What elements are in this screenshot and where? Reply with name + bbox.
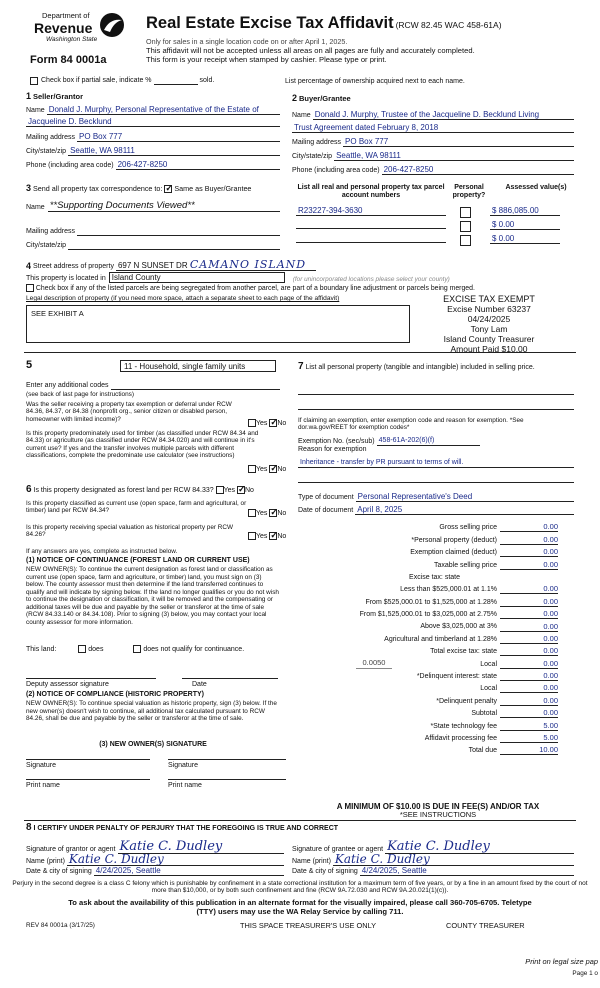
doc-type-label: Type of document <box>298 493 354 501</box>
total-label: *Personal property (deduct) <box>411 536 497 544</box>
legal-description-box[interactable] <box>26 305 410 343</box>
parcels-header-personal: Personal property? <box>452 184 486 200</box>
notice2-title: (2) NOTICE OF COMPLIANCE (HISTORIC PROPERTY) <box>26 691 204 698</box>
buyer-phone-field[interactable]: 206-427-8250 <box>382 165 574 175</box>
land-does-label: does <box>88 645 104 653</box>
seller-city-label: City/state/zip <box>26 147 67 155</box>
logo-mark-icon <box>98 10 126 40</box>
logo-revenue: Revenue <box>34 20 93 36</box>
current-use-yes-checkbox[interactable] <box>248 509 256 517</box>
grantor-date-field[interactable]: 4/24/2025, Seattle <box>94 866 284 876</box>
complete-note: If any answers are yes, complete as instructed below. <box>26 548 178 555</box>
exempt-text: If claiming an exemption, enter exemption code and reason for exemption. *See dor.wa.gov/REET for exemption codes* <box>298 417 524 432</box>
total-label: Exemption claimed (deduct) <box>410 549 497 557</box>
no-label: No <box>277 532 287 540</box>
total-label: Excise tax: state <box>409 573 460 581</box>
street-row <box>26 260 316 271</box>
additional-codes-row <box>26 381 280 390</box>
total-value[interactable]: 0.00 <box>500 634 558 644</box>
total-row <box>300 718 558 730</box>
signature-label: Signature <box>26 762 56 769</box>
total-value[interactable]: 10.00 <box>500 745 558 755</box>
notice1-text: NEW OWNER(S): To continue the current designation as forest land or classification as current use (open space, farm and agriculture, or timber) land, you must sign on (3) below. The county assessor must then determine if the land transferred continues to qualify and will indicate by signing below. If the land no longer qualifies or you do not wish to continue the designation or classification, it will be removed and the compensating or additional taxes will be due and payable by the seller or transferor at the time of sale (RCW 84.33.140 or 84.34.108). Prior to signing (3) below, you may contact your local county assessor for more information. <box>26 566 279 626</box>
header-line-3: This form is your receipt when stamped by cashier. Please type or print. <box>146 55 387 64</box>
reason-label: Reason for exemption <box>298 446 367 453</box>
partial-sale-prefix: Check box if partial sale, indicate % <box>41 76 152 84</box>
yes-label: Yes <box>256 509 268 517</box>
legal-description-value: SEE EXHIBIT A <box>31 309 84 318</box>
stamp-line-5: Island County Treasurer <box>443 334 535 344</box>
partial-sale-row <box>30 76 278 85</box>
sec8-num: 8 <box>26 822 32 833</box>
deputy-date-line[interactable] <box>182 671 278 679</box>
tax-computation <box>300 520 558 755</box>
land-does-not-checkbox[interactable] <box>133 645 141 653</box>
total-row <box>300 545 558 557</box>
minimum-due: A MINIMUM OF $10.00 IS DUE IN FEE(S) AND/OR TAX <box>336 802 540 811</box>
exemption-yes-no <box>248 419 286 428</box>
no-label: No <box>277 419 287 427</box>
seller-name-line1[interactable]: Donald J. Murphy, Personal Representative of the Estate of <box>47 105 280 115</box>
total-row <box>300 557 558 569</box>
boundary-checkbox[interactable] <box>26 284 34 292</box>
forest-yes-checkbox[interactable] <box>216 486 224 494</box>
total-label: From $1,525,000.01 to $3,025,000 at 2.75% <box>359 611 497 619</box>
total-row <box>300 644 558 656</box>
this-land-label: This land: <box>26 645 57 653</box>
grantor-date-row <box>26 866 284 876</box>
total-value[interactable]: 5.00 <box>500 721 558 731</box>
parcel-value[interactable]: $ 0.00 <box>490 220 560 230</box>
sec5-num: 5 <box>26 359 33 371</box>
header-line-2: This affidavit will not be accepted unless all areas on all pages are fully and accurately completed. <box>146 46 475 55</box>
seller-name-label: Name <box>26 106 45 114</box>
buyer-name-row <box>292 110 574 120</box>
correspondence-num: 3 <box>26 183 32 193</box>
logo-dept-line: Department of <box>42 11 90 20</box>
stamp-line-3: 04/24/2025 <box>467 314 511 324</box>
additional-codes-label: Enter any additional codes <box>26 381 109 389</box>
total-label: Less than $525,000.01 at 1.1% <box>400 586 497 594</box>
total-row <box>300 656 558 668</box>
total-row <box>300 520 558 532</box>
correspondence-city-row <box>26 241 280 250</box>
personal-property-line-1[interactable] <box>298 387 574 395</box>
seller-mail-row <box>26 132 280 142</box>
parcels-header-accounts: List all real and personal property tax parcel account numbers <box>297 184 445 200</box>
sec7-num: 7 <box>298 361 304 372</box>
section-divider <box>24 820 576 821</box>
total-label: Affidavit processing fee <box>424 734 497 742</box>
total-value[interactable]: 5.00 <box>500 733 558 743</box>
partial-sale-checkbox[interactable] <box>30 77 38 85</box>
grantor-name-field[interactable]: Katie C. Dudley <box>67 853 284 866</box>
grantor-sig-label: Signature of grantor or agent <box>26 845 116 853</box>
land-use-select[interactable]: 11 - Household, single family units <box>120 360 276 372</box>
reason-line-2[interactable] <box>298 475 574 483</box>
notice2-text: NEW OWNER(S): To continue special valuation as historic property, sign (3) below. If the new owner(s) doesn't wish to continue, all additional tax calculated pursuant to RCW 84.26, shall be due and payable by the seller or transferor at the time of sale. <box>26 700 277 723</box>
total-row <box>300 619 558 631</box>
buyer-mail-row <box>292 137 574 147</box>
grantor-date-label: Date & city of signing <box>26 867 92 875</box>
land-does-not-label: does not qualify for continuance. <box>143 645 245 653</box>
buyer-num: 2 <box>292 93 298 103</box>
buyer-name-row2 <box>292 123 574 133</box>
print-name-line[interactable] <box>26 772 150 780</box>
total-value[interactable]: 0.00 <box>500 547 558 557</box>
total-value[interactable]: 0.00 <box>500 622 558 632</box>
county-select[interactable]: Island County <box>109 272 285 283</box>
see-instructions: *SEE INSTRUCTIONS <box>399 810 477 819</box>
seller-mail-label: Mailing address <box>26 133 76 141</box>
deputy-sig-line[interactable] <box>26 671 156 679</box>
grantee-sig-label: Signature of grantee or agent <box>292 845 384 853</box>
grantee-date-field[interactable]: 4/24/2025, Seattle <box>360 866 574 876</box>
total-label: Total due <box>468 747 497 755</box>
partial-sale-suffix: sold. <box>199 76 215 84</box>
perjury-note: Perjury in the second degree is a class C felony which is punishable by confinement in a state correctional institution for a maximum term of five years, or by a fine in an amount fixed by the court of not more than $10,000, or by both such confinement and fine (RCW 9A.72.030 and RCW 9A.20.021(1)(c)). <box>12 880 588 895</box>
seller-heading <box>26 91 83 102</box>
buyer-city-field[interactable]: Seattle, WA 98111 <box>334 151 574 161</box>
total-value[interactable]: 0.00 <box>500 683 558 693</box>
stamp-line-2: Excise Number 63237 <box>447 304 531 314</box>
print-name-line-2[interactable] <box>168 772 286 780</box>
total-row <box>300 693 558 705</box>
print-name-label: Print name <box>26 782 60 789</box>
total-row <box>300 582 558 594</box>
stamp-line-6: Amount Paid $10.00 <box>450 344 528 354</box>
tax-exempt-stamp <box>412 294 566 354</box>
historic-yes-checkbox[interactable] <box>248 532 256 540</box>
buyer-mail-label: Mailing address <box>292 138 342 146</box>
yes-label: Yes <box>256 419 268 427</box>
grantee-date-row <box>292 866 574 876</box>
no-label: No <box>277 509 287 517</box>
grantor-name-label: Name (print) <box>26 857 65 865</box>
additional-codes-field[interactable] <box>111 381 281 390</box>
county-treasurer: COUNTY TREASURER <box>446 921 525 930</box>
reason-field[interactable]: Inheritance - transfer by PR pursuant to terms of will. <box>298 458 574 468</box>
historic-yes-no <box>248 532 286 541</box>
doc-date-label: Date of document <box>298 506 354 514</box>
seller-name-line2[interactable]: Jacqueline D. Becklund <box>26 117 280 127</box>
street-field[interactable] <box>116 260 316 271</box>
rev-number: REV 84 0001a (3/17/25) <box>26 922 95 929</box>
total-row <box>300 532 558 544</box>
correspondence-heading <box>26 183 251 194</box>
land-does-checkbox[interactable] <box>78 645 86 653</box>
buyer-phone-label: Phone (including area code) <box>292 166 380 174</box>
sec6-num: 6 <box>26 484 32 495</box>
section-divider <box>24 352 576 353</box>
total-value[interactable]: 0.00 <box>500 597 558 607</box>
total-row <box>300 731 558 743</box>
timber-no-checkbox[interactable] <box>269 465 277 473</box>
parcel-row <box>296 206 572 218</box>
total-label: Above $3,025,000 at 3% <box>420 623 497 631</box>
alternate-format-2: (TTY) users may use the WA Relay Service by calling 711. <box>196 907 404 916</box>
county-note: (for unincorporated locations please select your county) <box>292 275 450 283</box>
correspondence-mail-label: Mailing address <box>26 227 76 235</box>
reason-row <box>298 458 574 468</box>
treasurer-use: THIS SPACE TREASURER'S USE ONLY <box>240 921 377 930</box>
current-use-question: Is this property classified as current use (open space, farm and agricultural, or timber) land per RCW 84.34? <box>26 500 247 515</box>
grantee-name-field[interactable]: Katie C. Dudley <box>333 853 574 866</box>
grantor-sig-field[interactable]: Katie C. Dudley <box>118 840 284 854</box>
seller-mail-field[interactable]: PO Box 777 <box>77 132 280 142</box>
correspondence-mail-field[interactable] <box>77 227 280 236</box>
seller-phone-field[interactable]: 206-427-8250 <box>116 160 280 170</box>
notice1-title: (1) NOTICE OF CONTINUANCE (FOREST LAND OR CURRENT USE) <box>26 557 250 564</box>
personal-property-line-2[interactable] <box>298 402 574 410</box>
total-value[interactable]: 0.00 <box>500 646 558 656</box>
doc-date-field[interactable]: April 8, 2025 <box>355 505 574 515</box>
parcel-personal-checkbox[interactable] <box>460 207 471 218</box>
total-value[interactable]: 0.00 <box>500 659 558 669</box>
total-value[interactable]: 0.00 <box>500 560 558 570</box>
timber-question: Is this property predominately used for timber (as classified under RCW 84.34 and 84.33) or agriculture (as classified under RCW 84.34.020) and will continue in it's current use? If yes and the transfer involves multiple parcels with different classifications, complete the predominate use calculator (see instructions) <box>26 430 259 460</box>
parcel-account[interactable] <box>296 234 446 243</box>
total-value[interactable]: 0.00 <box>500 696 558 706</box>
doc-type-field[interactable]: Personal Representative's Deed <box>356 492 574 502</box>
buyer-mail-field[interactable]: PO Box 777 <box>343 137 574 147</box>
street-typed: 697 N SUNSET DR <box>117 261 188 270</box>
exemption-question: Was the seller receiving a property tax exemption or deferral under RCW 84.36, 84.37, or 84.38 (nonprofit org., senior citizen or disabled person, homeowner with limited income)? <box>26 401 232 423</box>
sec7-text-row <box>298 361 574 373</box>
total-value[interactable]: 0.00 <box>500 522 558 532</box>
historic-no-checkbox[interactable] <box>269 532 277 540</box>
total-label: Subtotal <box>471 710 497 718</box>
new-owner-sig-line[interactable] <box>26 752 150 760</box>
grantee-date-label: Date & city of signing <box>292 867 358 875</box>
buyer-name-label: Name <box>292 111 311 119</box>
notice3-title: (3) NEW OWNER(S) SIGNATURE <box>99 741 207 748</box>
total-label: Taxable selling price <box>433 561 497 569</box>
total-row <box>300 570 558 582</box>
parcel-account[interactable]: R23227-394-3630 <box>296 206 446 216</box>
page-title <box>146 14 502 33</box>
doc-date-row <box>298 505 574 515</box>
total-label: *Delinquent penalty <box>436 697 497 705</box>
correspondence-mail-row <box>26 227 280 236</box>
yes-label: Yes <box>256 465 268 473</box>
deputy-date-label: Date <box>192 681 207 688</box>
buyer-city-label: City/state/zip <box>292 152 333 160</box>
yes-label: Yes <box>256 532 268 540</box>
forest-no-checkbox[interactable] <box>237 486 245 494</box>
total-label: From $525,000.01 to $1,525,000 at 1.28% <box>365 598 497 606</box>
total-row <box>300 632 558 644</box>
no-label: No <box>245 487 254 494</box>
grantee-name-row <box>292 853 574 866</box>
total-label: Gross selling price <box>439 524 497 532</box>
county-label: This property is located in <box>26 274 106 282</box>
dor-logo <box>26 8 132 52</box>
no-label: No <box>277 465 287 473</box>
seller-title: Seller/Grantor <box>32 92 83 101</box>
correspondence-city-field[interactable] <box>68 241 280 250</box>
parcel-personal-checkbox[interactable] <box>460 221 471 232</box>
street-label: Street address of property <box>33 262 114 270</box>
exemption-no-row <box>298 436 480 446</box>
same-as-buyer-label: Same as Buyer/Grantee <box>174 184 252 193</box>
buyer-heading <box>292 93 351 104</box>
boundary-text: Check box if any of the listed parcels are being segregated from another parcel, are part of a boundary line adjustment or parcels being merged. <box>35 284 475 292</box>
grantee-sig-row <box>292 840 574 854</box>
certify-row <box>26 822 338 834</box>
total-row <box>300 681 558 693</box>
historic-question: Is this property receiving special valuation as historical property per RCW 84.26? <box>26 524 234 539</box>
buyer-city-row <box>292 151 574 161</box>
seller-phone-label: Phone (including area code) <box>26 161 114 169</box>
correspondence-name-label: Name <box>26 203 45 211</box>
form-number: Form 84 0001a <box>30 54 107 66</box>
same-as-buyer-checkbox[interactable] <box>164 185 172 193</box>
total-label: *Delinquent interest: state <box>416 673 497 681</box>
total-value[interactable]: 0.00 <box>500 535 558 545</box>
correspondence-city-label: City/state/zip <box>26 241 67 249</box>
buyer-phone-row <box>292 165 574 175</box>
total-row <box>300 607 558 619</box>
seller-num: 1 <box>26 91 32 101</box>
forest-question-row <box>26 484 296 496</box>
page-number: Page 1 o <box>572 970 598 977</box>
boundary-row <box>26 284 475 293</box>
correspondence-title: Send all property tax correspondence to: <box>32 184 163 193</box>
parcels-header-assessed: Assessed value(s) <box>505 184 567 191</box>
exemption-no-field[interactable]: 458-61A-202(6)(f) <box>377 436 480 446</box>
correspondence-name-field[interactable]: **Supporting Documents Viewed** <box>48 200 280 212</box>
local-rate: 0.0050 <box>356 659 392 669</box>
exemption-no-checkbox[interactable] <box>269 419 277 427</box>
deputy-sig-label: Deputy assessor signature <box>26 681 109 688</box>
parcel-row <box>296 220 572 232</box>
total-row <box>300 669 558 681</box>
print-legal-note: Print on legal size pap <box>525 958 598 966</box>
parcel-personal-checkbox[interactable] <box>460 235 471 246</box>
total-row <box>300 594 558 606</box>
grantor-sig-row <box>26 840 284 854</box>
total-row <box>300 706 558 718</box>
ownership-note: List percentage of ownership acquired next to each name. <box>285 78 465 85</box>
total-label: Total excise tax: state <box>430 648 497 656</box>
grantee-name-label: Name (print) <box>292 857 331 865</box>
parcel-value[interactable]: $ 886,085.00 <box>490 206 560 216</box>
this-land-row <box>26 645 286 654</box>
seller-name-row2 <box>26 117 280 127</box>
total-label: Local <box>480 685 497 693</box>
additional-codes-note: (see back of last page for instructions) <box>26 391 134 398</box>
seller-city-field[interactable]: Seattle, WA 98111 <box>68 146 280 156</box>
total-label: *State technology fee <box>430 722 497 730</box>
county-row <box>26 272 506 283</box>
seller-name-row <box>26 105 280 115</box>
certify-heading: I CERTIFY UNDER PENALTY OF PERJURY THAT THE FOREGOING IS TRUE AND CORRECT <box>33 825 339 832</box>
correspondence-name-row <box>26 200 280 212</box>
street-handwritten: CAMANO ISLAND <box>189 260 307 271</box>
total-value[interactable]: 0.00 <box>500 609 558 619</box>
partial-sale-percent[interactable] <box>154 76 198 85</box>
seller-phone-row <box>26 160 280 170</box>
title-text: Real Estate Excise Tax Affidavit <box>146 14 394 32</box>
exemption-no-label: Exemption No. (sec/sub) <box>298 437 375 445</box>
exemption-yes-checkbox[interactable] <box>248 419 256 427</box>
title-rcw: (RCW 82.45 WAC 458-61A) <box>395 20 502 30</box>
header-line-1: Only for sales in a single location code on or after April 1, 2025. <box>146 37 348 46</box>
total-label: Local <box>480 660 497 668</box>
total-row <box>300 743 558 755</box>
stamp-line-1: EXCISE TAX EXEMPT <box>443 294 535 304</box>
buyer-name-line2[interactable]: Trust Agreement dated February 8, 2018 <box>292 123 574 133</box>
buyer-name-line1[interactable]: Donald J. Murphy, Trustee of the Jacqueline D. Becklund Living <box>313 110 574 120</box>
sec7-text: List all personal property (tangible and intangible) included in selling price. <box>305 364 535 371</box>
timber-yes-no <box>248 465 286 474</box>
stamp-line-4: Tony Lam <box>470 324 508 334</box>
parcel-account[interactable] <box>296 220 446 229</box>
total-value[interactable]: 0.00 <box>500 708 558 718</box>
signature-label-2: Signature <box>168 762 198 769</box>
buyer-title: Buyer/Grantee <box>298 94 351 103</box>
logo-state: Washington State <box>46 36 98 43</box>
alternate-format-1: To ask about the availability of this publication in an alternate format for the visually impaired, please call 360-705-6705. Teletype <box>68 898 532 907</box>
parcel-row <box>296 234 572 246</box>
total-value[interactable]: 0.00 <box>500 584 558 594</box>
new-owner-sig-line-2[interactable] <box>168 752 286 760</box>
parcel-value[interactable]: $ 0.00 <box>490 234 560 244</box>
timber-yes-checkbox[interactable] <box>248 465 256 473</box>
legal-label: Legal description of property (if you need more space, attach a separate sheet to each page of the affidavit) <box>26 295 340 302</box>
doc-type-row <box>298 492 574 502</box>
print-name-label-2: Print name <box>168 782 202 789</box>
total-label: Agricultural and timberland at 1.28% <box>384 635 497 643</box>
yes-label: Yes <box>223 487 236 494</box>
grantee-sig-field[interactable]: Katie C. Dudley <box>385 840 574 854</box>
total-value[interactable]: 0.00 <box>500 671 558 681</box>
property-num: 4 <box>26 260 32 271</box>
grantor-name-row <box>26 853 284 866</box>
current-use-yes-no <box>248 509 286 518</box>
forest-question: Is this property designated as forest land per RCW 84.33? <box>33 487 214 494</box>
current-use-no-checkbox[interactable] <box>269 509 277 517</box>
seller-city-row <box>26 146 280 156</box>
